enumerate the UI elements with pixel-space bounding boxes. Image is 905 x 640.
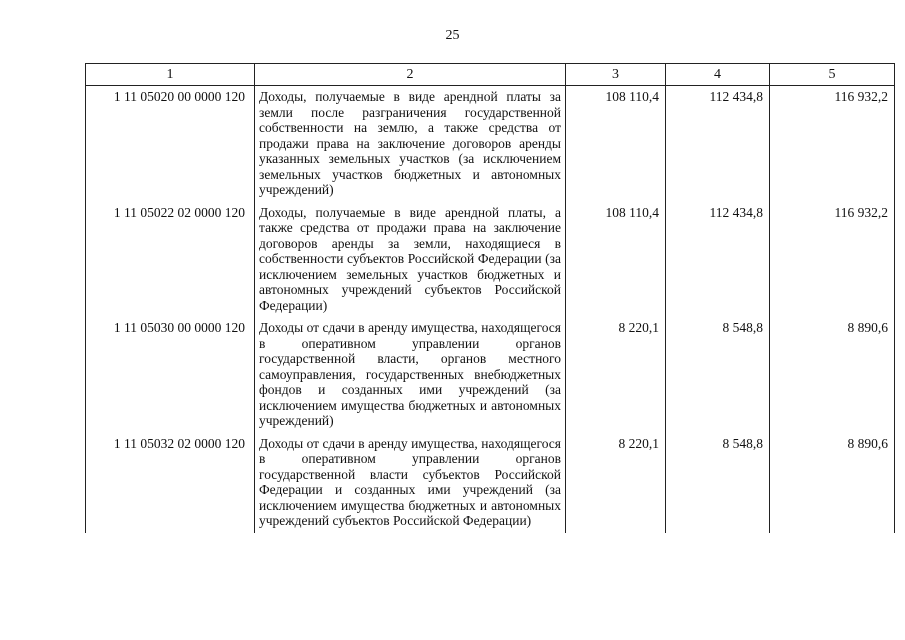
row-value-col4: 8 548,8: [666, 433, 770, 533]
row-value-col4: 8 548,8: [666, 317, 770, 433]
row-value-col4: 112 434,8: [666, 86, 770, 202]
revenue-table: [85, 63, 895, 533]
row-name: Доходы от сдачи в аренду имущества, находящегося в оперативном управлении органов государственной власти, органов местного самоуправления, государственных внебюджетных фондов и созданных ими учреждений (за исключением имущества бюджетных и автономных учреждений): [255, 317, 566, 433]
row-code: 1 11 05032 02 0000 120: [86, 433, 255, 533]
table-header: [86, 64, 895, 86]
table-row: [86, 86, 895, 202]
table-row: [86, 317, 895, 433]
page-number: 25: [445, 28, 460, 43]
row-name: Доходы, получаемые в виде арендной платы за земли после разграничения государственной собственности на землю, а также средства от продажи права на заключение договоров аренды указанных земельных участков (за исключением земельных участков бюджетных и автономных учреждений): [255, 86, 566, 202]
row-name: Доходы, получаемые в виде арендной платы, а также средства от продажи права на заключение договоров аренды за земли, находящиеся в собственности субъектов Российской Федерации (за исключением земельных участков бюджетных и автономных учреждений субъектов Российской Федерации): [255, 202, 566, 318]
row-code: 1 11 05020 00 0000 120: [86, 86, 255, 202]
header-row: [86, 64, 895, 86]
header-col-1: 1: [86, 64, 255, 86]
row-value-col5: 8 890,6: [770, 433, 895, 533]
row-value-col3: 108 110,4: [566, 202, 666, 318]
header-col-2: 2: [255, 64, 566, 86]
row-value-col5: 116 932,2: [770, 202, 895, 318]
row-value-col3: 108 110,4: [566, 86, 666, 202]
row-name: Доходы от сдачи в аренду имущества, находящегося в оперативном управлении органов государственной власти субъектов Российской Федерации и созданных ими учреждений (за исключением имущества бюджетных и автономных учреждений субъектов Российской Федерации): [255, 433, 566, 533]
row-code: 1 11 05022 02 0000 120: [86, 202, 255, 318]
header-col-5: 5: [770, 64, 895, 86]
row-value-col5: 116 932,2: [770, 86, 895, 202]
row-value-col4: 112 434,8: [666, 202, 770, 318]
table-row: [86, 202, 895, 318]
row-code: 1 11 05030 00 0000 120: [86, 317, 255, 433]
row-value-col3: 8 220,1: [566, 433, 666, 533]
table-row: [86, 433, 895, 533]
header-col-3: 3: [566, 64, 666, 86]
row-value-col5: 8 890,6: [770, 317, 895, 433]
header-col-4: 4: [666, 64, 770, 86]
row-value-col3: 8 220,1: [566, 317, 666, 433]
table-body: [86, 86, 895, 533]
